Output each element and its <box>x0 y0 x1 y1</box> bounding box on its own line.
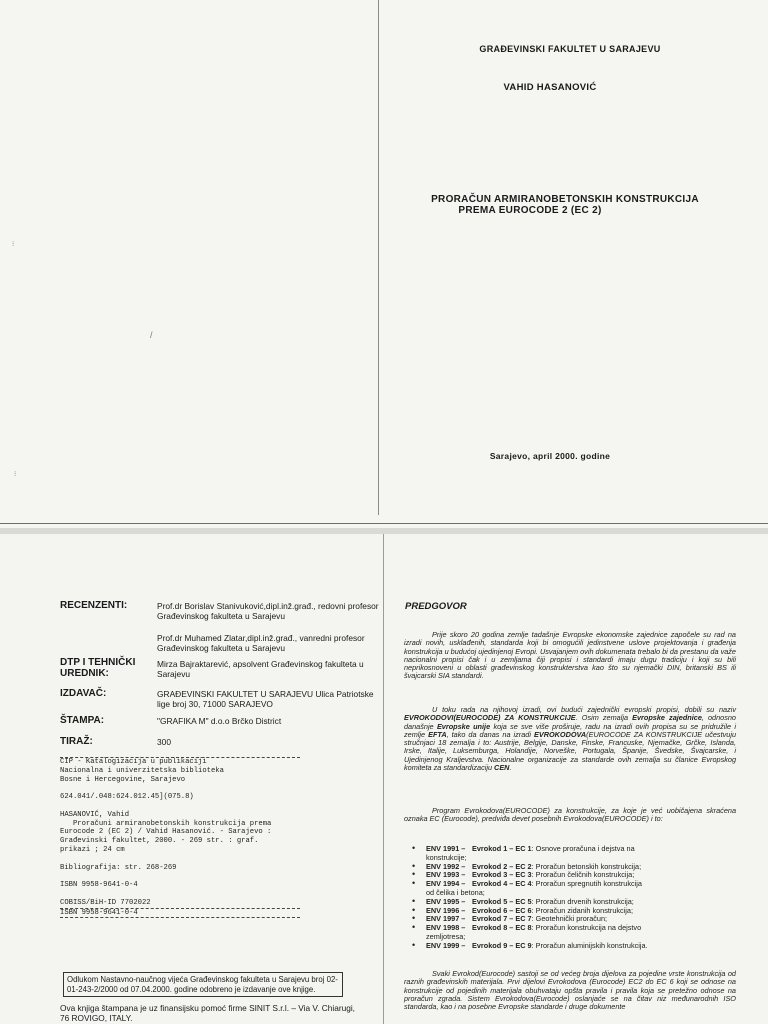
cip-line: Eurocode 2 (EC 2) / Vahid Hasanović. - Sarajevo : <box>60 828 272 837</box>
evrokod-description: : Osnove proračuna i dejstva na <box>531 844 635 853</box>
place-date: Sarajevo, april 2000. godine <box>489 451 611 461</box>
scan-speck: ⁝ <box>12 241 15 248</box>
sheet-edge <box>0 523 768 524</box>
book-title-line1: PRORAČUN ARMIRANOBETONSKIH KONSTRUKCIJA <box>431 194 699 205</box>
credit-label: IZDAVAČ: <box>60 688 107 699</box>
evrokod-label: Evrokod 3 – EC 3 <box>472 870 532 880</box>
evrokod-label: Evrokod 1 – EC 1 <box>472 844 532 853</box>
dashed-rule <box>60 917 300 918</box>
env-code: ENV 1992 – <box>426 861 466 871</box>
eurocode-list <box>412 845 742 951</box>
evrokod-description: : Geotehnički proračun; <box>531 914 608 924</box>
text-run: , odnosno današnje <box>404 713 736 731</box>
text-run-bold: Evropske unije <box>436 721 491 731</box>
env-code: ENV 1996 – <box>426 905 466 915</box>
text-run-bold: EFTA <box>428 729 447 739</box>
credit-value: "GRAFIKA M" d.o.o Brčko District <box>157 716 282 726</box>
credit-value: Prof.dr Muhamed Zlatar,dipl.inž.građ., vanredni profesor Građevinskog fakulteta u Sarajevu <box>157 633 365 653</box>
cip-line <box>60 784 360 793</box>
author-name: VAHID HASANOVIĆ <box>503 82 597 93</box>
env-code: ENV 1997 – <box>426 914 466 924</box>
cip-lines <box>60 758 360 908</box>
credit-label: ŠTAMPA: <box>60 715 105 726</box>
env-code: ENV 1998 – <box>426 923 466 933</box>
text-run: . <box>509 763 512 773</box>
env-code: ENV 1995 – <box>426 896 466 906</box>
text-run: učestvuju stručnjaci 18 zemalja i to: Austrije, Belgije, Danske, Finske, Francuske, Njemačke, Grčke, Islanda, Irske, Italije, Luksemburga, Holandije, Norveške, Portugala, Španije, Švedske, Švajcarske, i Ujedinjenog Kraljevstva. Nacionalne organizacije za standarde ovih zemalja su članice Evropskog komiteta za standardizaciju <box>404 729 736 773</box>
eurocode-item-continuation: zemljotresa; <box>426 931 466 941</box>
evrokod-description: : Proračun spregnutih konstrukcija <box>531 879 642 889</box>
text-run: U toku rada na njihovoj izradi, ovi budući zajednički evropski propisi, dobili su naziv <box>432 705 736 714</box>
evrokod-label: Evrokod 4 – EC 4 <box>472 879 532 889</box>
credit-value: Mirza Bajraktarević, apsolvent Građevinskog fakulteta u Sarajevu <box>157 659 364 679</box>
env-code: ENV 1994 – <box>426 879 466 889</box>
evrokod-label: Evrokod 9 – EC 9 <box>472 940 532 950</box>
evrokod-label: Evrokod 5 – EC 5 <box>472 896 532 906</box>
evrokod-description: : Proračun betonskih konstrukcija; <box>531 861 642 871</box>
text-run-bold: Evropske zajednice <box>632 713 702 723</box>
cip-line: ISBN 9958-9641-0-4 <box>60 881 138 890</box>
scan-speck: ⁝ <box>14 471 17 478</box>
cip-line <box>60 802 360 811</box>
cip-line <box>60 855 360 864</box>
credit-label: TIRAŽ: <box>60 736 93 747</box>
evrokod-label: Evrokod 8 – EC 8 <box>472 923 532 933</box>
cip-line: Proračuni armiranobetonskih konstrukcija prema <box>60 819 272 828</box>
env-code: ENV 1999 – <box>426 940 466 950</box>
text-run: , tako da danas na izradi <box>446 729 534 739</box>
cip-line: prikazi ; 24 cm <box>60 845 125 854</box>
text-run-bold: CEN <box>494 763 510 773</box>
preface-paragraph-3: Program Evrokodova(EUROCODE) za konstrukcije, za koje je već uobičajena skraćena oznaka EC (Eurocode), predviđa devet posebnih Evrokodova(EUROCODE) i to: <box>404 806 736 824</box>
isbn-repeat: ISBN 9958-9641-0-4 <box>60 908 138 917</box>
credit-label: DTP I TEHNIČKI UREDNIK: <box>60 657 136 679</box>
credit-value: Prof.dr Borislav Stanivuković,dipl.inž.građ., redovni profesor Građevinskog fakulteta u Sarajevu <box>157 601 379 621</box>
eurocode-item-continuation: od čelika i betona; <box>426 887 485 897</box>
cip-line: CIP - Katalogizacija u publikaciji <box>60 758 207 766</box>
preface-paragraph-1: Prije skoro 20 godina zemlje tadašnje Evropske ekonomske zajednice započele su rad na izradi novih, usklađenih, standarda koji bi omogućili jedinstvene uslove projektovanja i građenja konstrukcija u budućoj ujedinjenoj Evropi. Usvajanjem ovih dokumenata trebalo bi da prestanu da važe nacionalni propisi čak i u zemljama čiji propisi i standardi imaju dugu tradiciju i koji su bili neprikosnoveni u oblasti građevinskog konstrukterstva kao što su njemački DIN, britanski BS ili švajcarski SIA standardi. <box>404 630 736 681</box>
printing-note: Ova knjiga štampana je uz finansijsku pomoć firme SINIT S.r.l. – Via V. Chiarugi, 76 ROVIGO, ITALY. <box>60 1003 355 1023</box>
cip-line: Bibliografija: str. 268-269 <box>60 863 177 872</box>
cip-line <box>60 890 360 899</box>
cip-line: Bosne i Hercegovine, Sarajevo <box>60 775 186 784</box>
cip-catalog-record <box>60 757 360 918</box>
evrokod-label: Evrokod 6 – EC 6 <box>472 905 532 915</box>
preface-paragraph-4: Svaki Evrokod(Eurocode) sastoji se od većeg broja dijelova za pojedine vrste konstrukcija od raznih građevinskih materijala. Prvi dijelovi Evrokodova (Eurocode) EC2 do EC 6 koji se odnose na konstrukcije od pojedinih materijala obuhvataju opšta pravila i pravila koja se pretežno odnose na proračun zgrada. Sistem Evrokodova(Eurocode) oslanjaće se na čitav niz međunarodnih ISO standarda, kao i na posebne Evropske standarde i druge dokumente <box>404 969 736 1012</box>
text-run-bold: EVROKODOVI(EUROCODE) ZA KONSTRUKCIJE <box>404 713 576 723</box>
text-run: . Osim zemalja <box>575 713 633 723</box>
cip-line <box>60 872 360 881</box>
evrokod-description: : Proračun konstrukcija na dejstvo <box>531 923 642 933</box>
book-title-line2: PREMA EUROCODE 2 (EC 2) <box>458 205 602 216</box>
council-decision-box: Odlukom Nastavno-naučnog vijeća Građevinskog fakulteta u Sarajevu broj 02-01-243-2/2000 od 07.04.2000. godine odobreno je izdavanje ove knjige. <box>63 972 343 997</box>
preface-paragraph-2 <box>404 706 736 772</box>
env-code: ENV 1993 – <box>426 870 466 880</box>
credit-value: GRAĐEVINSKI FAKULTET U SARAJEVU Ulica Patriotske lige broj 30, 71000 SARAJEVO <box>157 689 374 709</box>
text-run-bold: EVROKODOVA <box>533 729 587 739</box>
credit-label: RECENZENTI: <box>60 600 128 611</box>
eurocode-item-continuation: konstrukcije; <box>426 852 467 862</box>
faculty-name: GRAĐEVINSKI FAKULTET U SARAJEVU <box>479 44 661 54</box>
cip-line: COBISS/BiH-ID 7702022 <box>60 898 151 907</box>
eurocode-item <box>412 942 742 951</box>
evrokod-description: : Proračun drvenih konstrukcija; <box>531 896 634 906</box>
evrokod-description: : Proračun aluminijskih konstrukcija. <box>531 940 648 950</box>
env-code: ENV 1991 – <box>426 844 466 853</box>
credit-value: 300 <box>157 737 171 747</box>
cip-line: HASANOVIĆ, Vahid <box>60 810 130 819</box>
cip-line: 624.041/.048:624.012.45](075.8) <box>60 793 194 802</box>
text-run: (EUROCODE ZA KONSTRUKCIJE <box>586 729 703 739</box>
evrokod-description: : Proračun zidanih konstrukcija; <box>531 905 634 915</box>
evrokod-label: Evrokod 7 – EC 7 <box>472 914 532 924</box>
text-run: koja se sve više proširuje, radu na izradi ovih propisa su se pridružile i zemlje <box>404 721 736 739</box>
evrokod-label: Evrokod 2 – EC 2 <box>472 861 532 871</box>
scan-speck: / <box>150 330 153 340</box>
cip-line: Građevinski fakultet, 2000. - 269 str. : graf. <box>60 837 259 846</box>
cip-line: Nacionalna i univerzitetska biblioteka <box>60 766 224 775</box>
evrokod-description: : Proračun čeličnih konstrukcija; <box>531 870 635 880</box>
preface-heading: PREDGOVOR <box>405 601 467 612</box>
page-fold-line <box>378 0 379 515</box>
